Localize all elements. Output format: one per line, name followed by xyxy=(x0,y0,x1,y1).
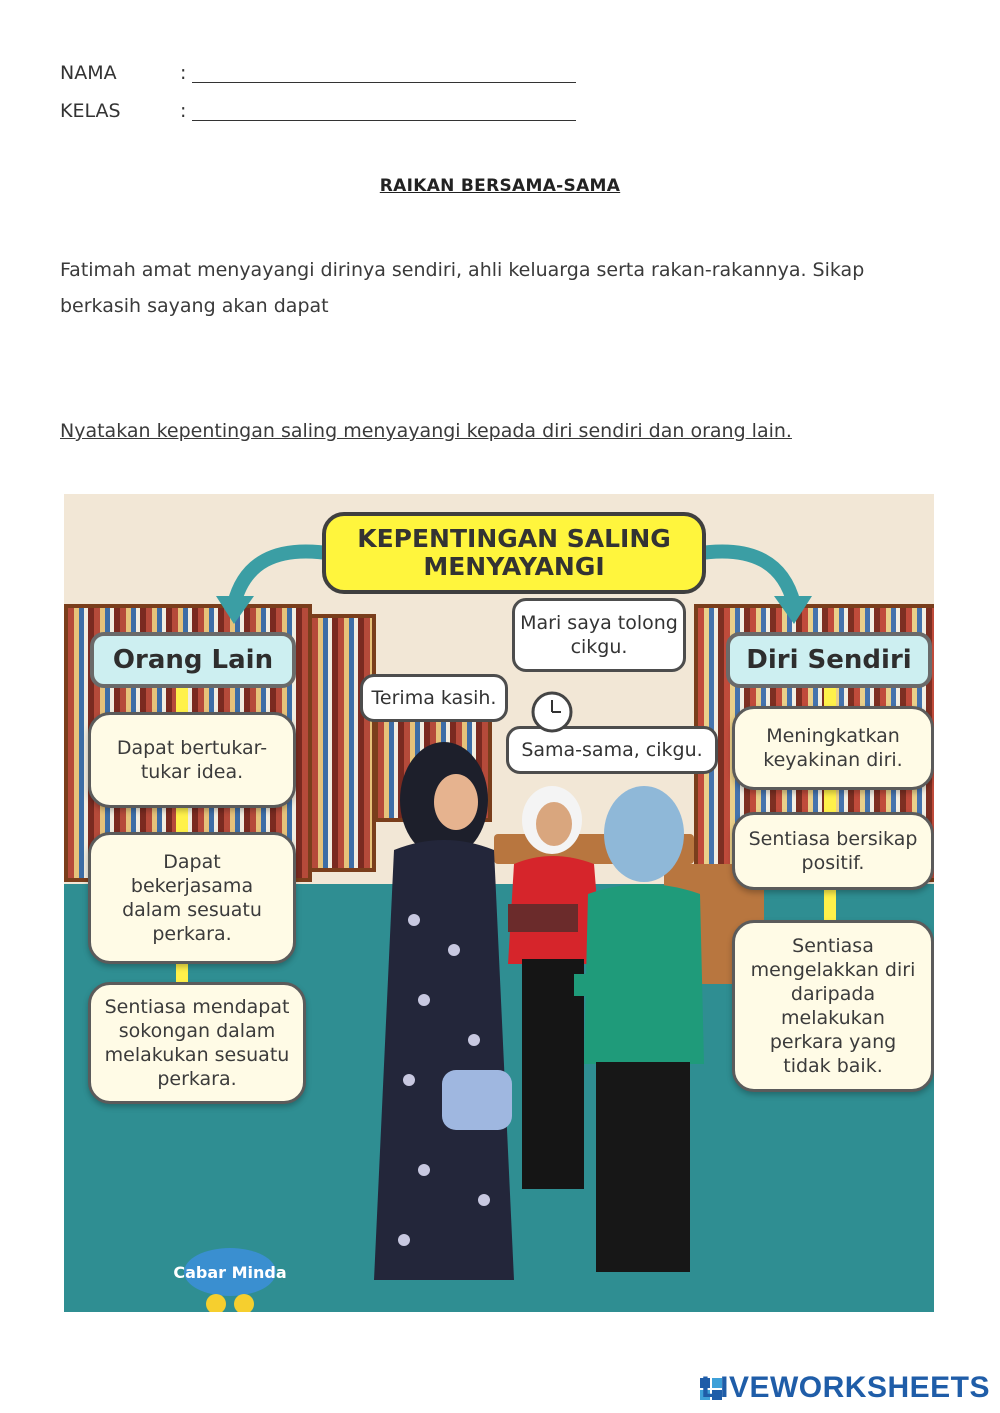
speech-offer: Mari saya tolong cikgu. xyxy=(512,598,686,672)
left-item-3: Sentiasa mendapat sokongan dalam melakukan sesuatu perkara. xyxy=(88,982,306,1104)
speech-thanks: Terima kasih. xyxy=(360,674,508,722)
left-item-2: Dapat bekerjasama dalam sesuatu perkara. xyxy=(88,832,296,964)
nama-label: NAMA xyxy=(60,62,117,84)
svg-text:Cabar Minda: Cabar Minda xyxy=(173,1263,287,1282)
left-item-1: Dapat bertukar-tukar idea. xyxy=(88,712,296,808)
watermark-text: LIVEWORKSHEETS xyxy=(701,1371,990,1404)
label-diri-sendiri: Diri Sendiri xyxy=(726,632,932,688)
right-item-1: Meningkatkan keyakinan diri. xyxy=(732,706,934,790)
kelas-label: KELAS xyxy=(60,100,121,122)
wall-clock-icon xyxy=(530,690,574,734)
intro-paragraph: Fatimah amat menyayangi dirinya sendiri, ahli keluarga serta rakan-rakannya. Sikap berkasih sayang akan dapat xyxy=(60,259,865,317)
nama-input-line[interactable] xyxy=(192,82,576,83)
question-text: Nyatakan kepentingan saling menyayangi kepada diri sendiri dan orang lain. xyxy=(60,420,792,442)
right-item-2: Sentiasa bersikap positif. xyxy=(732,812,934,890)
cabar-minda-logo xyxy=(160,1242,300,1312)
right-item-3: Sentiasa mengelakkan diri daripada melakukan perkara yang tidak baik. xyxy=(732,920,934,1092)
speech-reply: Sama-sama, cikgu. xyxy=(506,726,718,774)
label-orang-lain: Orang Lain xyxy=(90,632,296,688)
nama-colon: : xyxy=(180,62,187,84)
kelas-colon: : xyxy=(180,100,187,122)
student-green-figure xyxy=(574,784,724,1284)
poster-illustration xyxy=(64,494,934,1312)
kelas-input-line[interactable] xyxy=(192,120,576,121)
poster-header: KEPENTINGAN SALING MENYAYANGI xyxy=(322,512,706,594)
worksheet-title: RAIKAN BERSAMA-SAMA xyxy=(379,176,621,196)
